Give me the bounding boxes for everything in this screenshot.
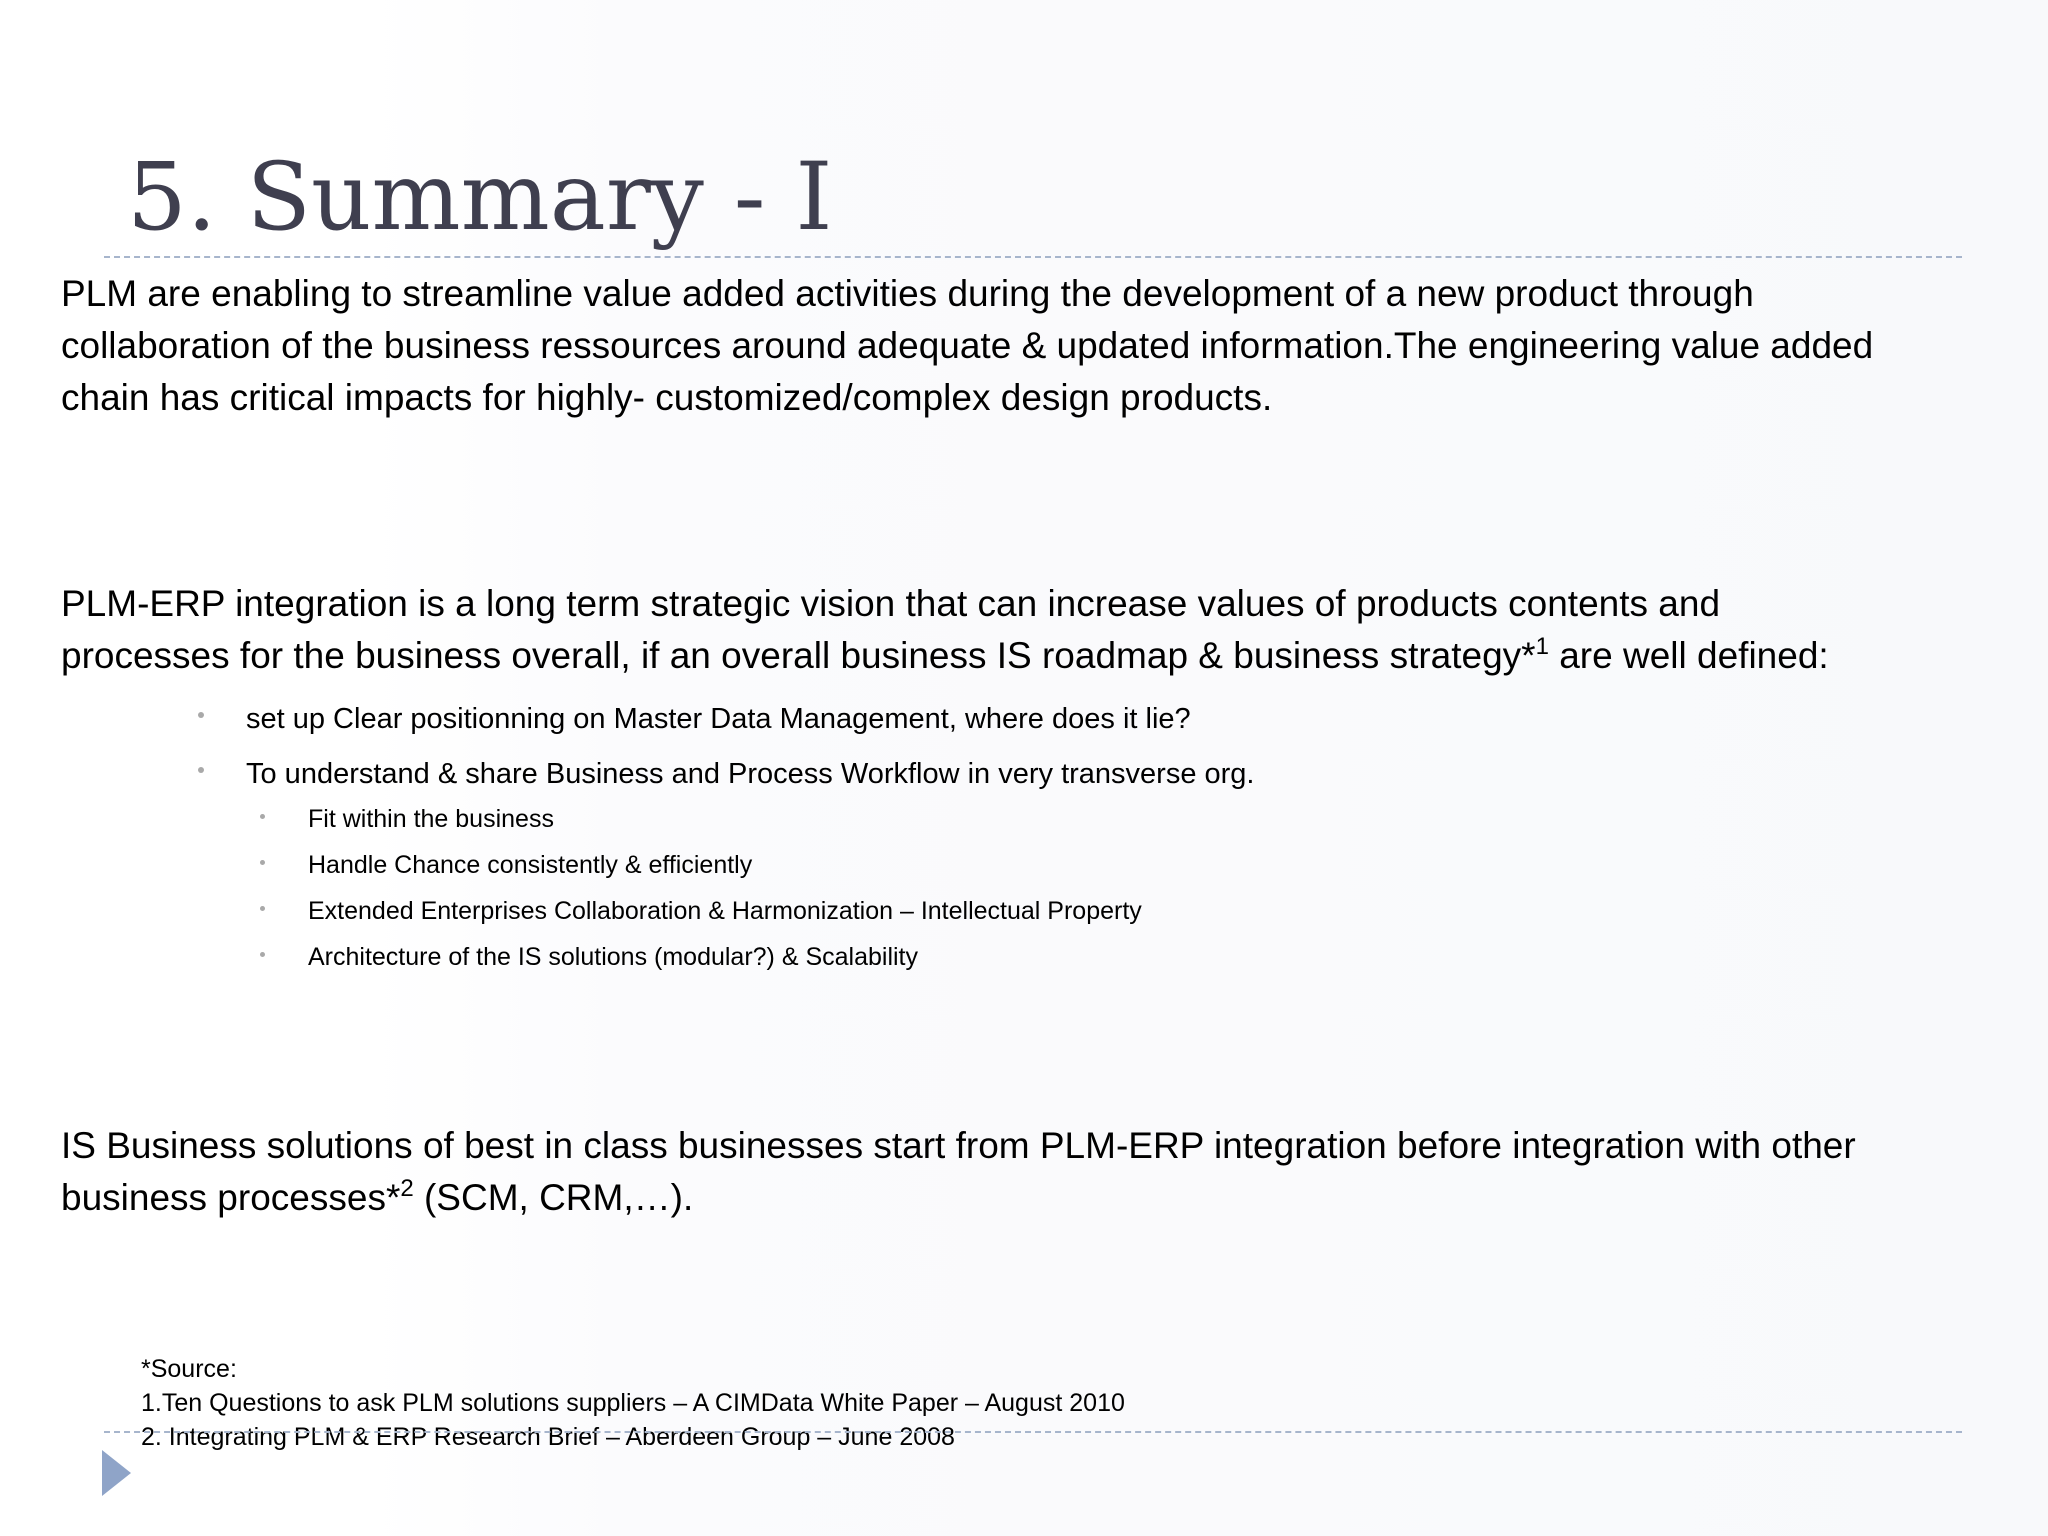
list-item [308,842,1142,888]
paragraph-is-business-solutions [61,1120,1856,1224]
paragraph-line-text: are well defined: [1548,635,1829,676]
bullet-dot-icon [260,814,265,819]
list-item [308,796,1142,842]
bullet-dot-icon [260,906,265,911]
list-item-text: Extended Enterprises Collaboration & Harmonization – Intellectual Property [308,897,1142,925]
bullet-dot-icon [198,712,204,718]
sources-heading: *Source: [141,1355,237,1383]
footnote-ref-2: 2 [400,1175,414,1202]
footnote-ref-1: 1 [1535,633,1549,660]
list-item [246,747,1255,802]
source-item: 1.Ten Questions to ask PLM solutions suppliers – A CIMData White Paper – August 2010 [141,1389,1125,1417]
bullet-dot-icon [260,952,265,957]
paragraph-line: PLM are enabling to streamline value added activities during the development of a new product through [61,273,1754,314]
paragraph-line: IS Business solutions of best in class businesses start from PLM-ERP integration before integration with other [61,1125,1856,1166]
list-item [308,888,1142,934]
paragraph-line-text: business processes* [61,1177,401,1218]
list-item-text: Fit within the business [308,805,554,833]
paragraph-line-text: processes for the business overall, if an overall business IS roadmap & business strategy* [61,635,1536,676]
bullet-list-level1 [246,692,1255,802]
list-item [246,692,1255,747]
paragraph-line: PLM-ERP integration is a long term strategic vision that can increase values of products contents and [61,583,1721,624]
triangle-right-icon [102,1450,131,1496]
source-item: 2. Integrating PLM & ERP Research Brief – Aberdeen Group – June 2008 [141,1423,955,1451]
bullet-list-level2 [308,796,1142,980]
paragraph-plm-overview [61,268,1873,424]
paragraph-plm-erp-integration [61,578,1829,682]
title-divider [104,256,1962,258]
paragraph-line-text: (SCM, CRM,…). [413,1177,694,1218]
bullet-dot-icon [198,767,204,773]
list-item-text: To understand & share Business and Process Workflow in very transverse org. [246,758,1255,790]
list-item-text: Handle Chance consistently & efficiently [308,851,753,879]
list-item-text: set up Clear positionning on Master Data Management, where does it lie? [246,703,1191,735]
slide-title: 5. Summary - I [127,143,833,252]
footer-divider [104,1431,1962,1433]
list-item-text: Architecture of the IS solutions (modular?) & Scalability [308,943,918,971]
paragraph-line: collaboration of the business ressources around adequate & updated information.The engineering value added [61,325,1874,366]
paragraph-line: chain has critical impacts for highly- customized/complex design products. [61,377,1273,418]
list-item [308,934,1142,980]
bullet-dot-icon [260,860,265,865]
sources-footnote [141,1352,1125,1454]
